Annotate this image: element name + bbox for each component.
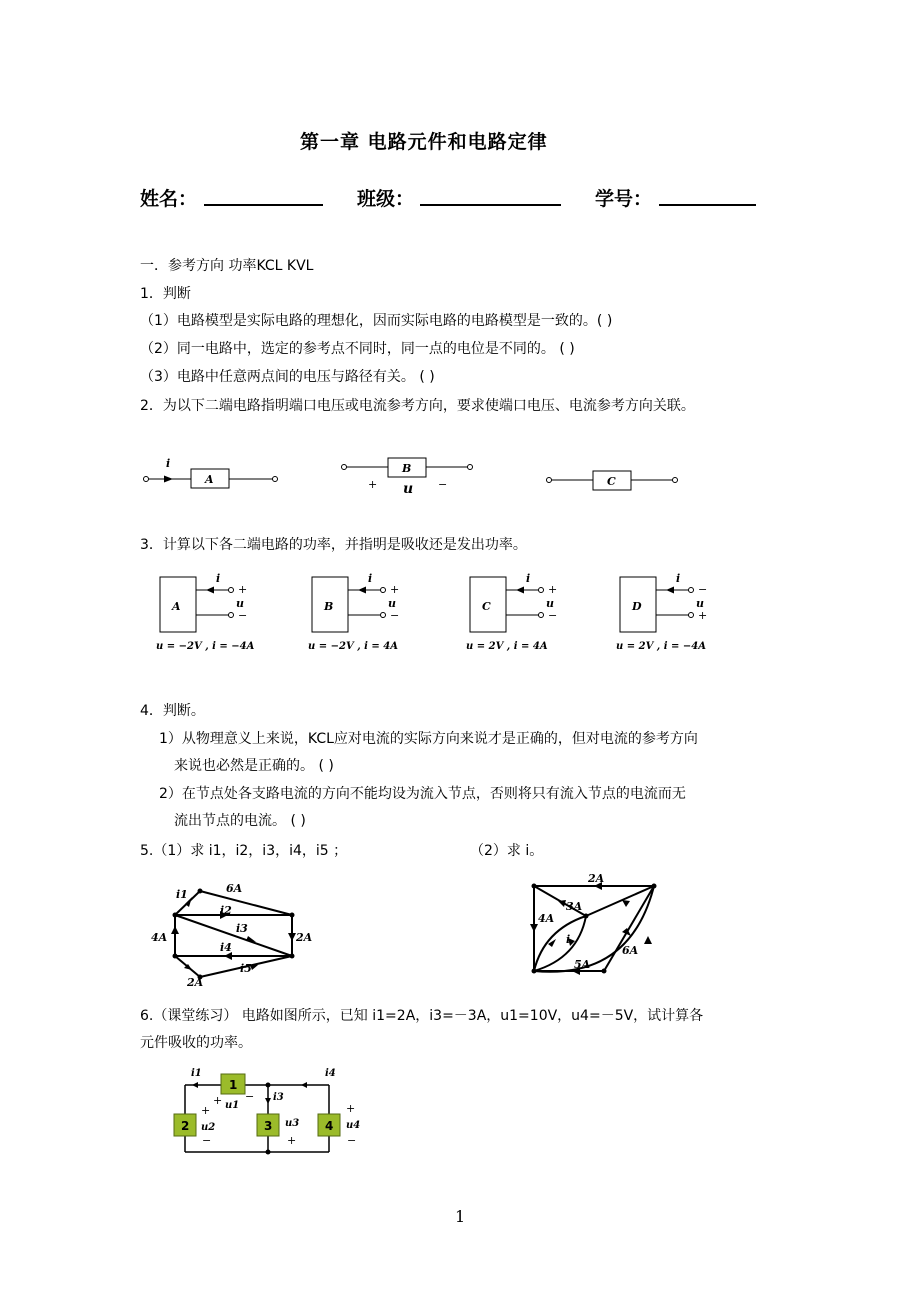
svg-text:+: +: [238, 583, 248, 596]
svg-text:2A: 2A: [588, 872, 605, 885]
svg-text:+: +: [213, 1094, 223, 1107]
svg-text:6A: 6A: [622, 944, 639, 957]
svg-text:u2: u2: [201, 1122, 216, 1133]
question-6-text: 6.（课堂练习） 电路如图所示，已知 i1=2A，i3=－3A，u1=10V，u4=－5V，试计算各: [140, 1008, 704, 1024]
svg-text:i3: i3: [273, 1092, 284, 1103]
q3-circuit: [156, 565, 276, 660]
svg-text:u: u: [546, 597, 554, 610]
svg-text:+: +: [698, 609, 708, 622]
svg-text:3: 3: [264, 1119, 273, 1133]
svg-text:+: +: [346, 1102, 356, 1115]
svg-text:i: i: [676, 572, 681, 585]
svg-text:C: C: [482, 600, 491, 613]
svg-text:5A: 5A: [574, 958, 591, 971]
q5-right-network: [520, 870, 670, 980]
class-label: 班级：: [357, 188, 415, 210]
question-1-label: 1．判断: [140, 286, 191, 302]
q2-circuit-b: [342, 458, 473, 497]
student-id-field[interactable]: [659, 204, 756, 206]
svg-text:1: 1: [229, 1078, 238, 1092]
svg-text:u3: u3: [285, 1118, 300, 1129]
svg-text:i4: i4: [325, 1068, 336, 1079]
question-6-text: 元件吸收的功率。: [140, 1035, 252, 1051]
svg-text:−: −: [438, 478, 448, 491]
question-2-text: 2．为以下二端电路指明端口电压或电流参考方向，要求使端口电压、电流参考方向关联。: [140, 398, 695, 414]
q3-circuit: [616, 565, 736, 660]
svg-text:+: +: [548, 583, 558, 596]
svg-text:u: u: [388, 597, 396, 610]
question-5-right: （2）求 i。: [470, 843, 544, 859]
q5-left-network: [140, 870, 330, 990]
svg-text:u = −2V , i = 4A: u = −2V , i = 4A: [308, 641, 399, 652]
svg-text:+: +: [368, 478, 378, 491]
question-4-item: 2）在节点处各支路电流的方向不能均设为流入节点，否则将只有流入节点的电流而无: [159, 786, 686, 802]
svg-text:i: i: [526, 572, 531, 585]
question-1-item: （1）电路模型是实际电路的理想化，因而实际电路的电路模型是一致的。( ): [140, 313, 613, 329]
svg-text:i4: i4: [220, 941, 232, 954]
svg-text:A: A: [172, 600, 181, 613]
q2-circuit-c: [547, 471, 678, 490]
section-heading: 一．参考方向 功率KCL KVL: [140, 258, 314, 274]
svg-text:u = 2V , i = 4A: u = 2V , i = 4A: [466, 641, 548, 652]
svg-text:−: −: [390, 609, 400, 622]
svg-text:A: A: [205, 473, 214, 486]
question-4-item: 1）从物理意义上来说，KCL应对电流的实际方向来说才是正确的，但对电流的参考方向: [159, 731, 698, 747]
student-id-label: 学号：: [595, 188, 653, 210]
question-1-item: （3）电路中任意两点间的电压与路径有关。 ( ): [140, 369, 435, 385]
svg-text:i3: i3: [236, 922, 248, 935]
q6-circuit: [165, 1062, 375, 1162]
question-4-label: 4．判断。: [140, 703, 205, 719]
name-field[interactable]: [204, 204, 323, 206]
svg-text:D: D: [632, 600, 642, 613]
page-number: 1: [455, 1207, 466, 1226]
name-label: 姓名：: [140, 188, 198, 210]
svg-text:2: 2: [181, 1119, 190, 1133]
question-1-item: （2）同一电路中，选定的参考点不同时，同一点的电位是不同的。 ( ): [140, 341, 575, 357]
question-3-text: 3．计算以下各二端电路的功率，并指明是吸收还是发出功率。: [140, 537, 527, 553]
svg-text:i: i: [166, 457, 171, 470]
question-4-item: 流出节点的电流。 ( ): [174, 813, 306, 829]
svg-text:+: +: [201, 1104, 211, 1117]
q3-circuit: [466, 565, 586, 660]
question-5-left: 5.（1）求 i1，i2，i3，i4，i5 ；: [140, 843, 348, 859]
svg-text:6A: 6A: [226, 882, 243, 895]
svg-text:−: −: [548, 609, 558, 622]
svg-text:−: −: [245, 1090, 255, 1103]
page-title: 第一章 电路元件和电路定律: [300, 131, 548, 153]
svg-text:i1: i1: [191, 1068, 202, 1079]
svg-text:i1: i1: [176, 888, 188, 901]
svg-text:B: B: [324, 600, 334, 613]
svg-text:u: u: [236, 597, 244, 610]
svg-text:u: u: [696, 597, 704, 610]
svg-text:i: i: [216, 572, 221, 585]
svg-text:−: −: [698, 583, 708, 596]
svg-text:i: i: [566, 933, 571, 946]
svg-text:i: i: [368, 572, 373, 585]
class-field[interactable]: [420, 204, 561, 206]
svg-text:C: C: [607, 475, 616, 488]
svg-text:4: 4: [325, 1119, 334, 1133]
q2-circuit-a: [144, 457, 278, 488]
svg-text:i5: i5: [240, 962, 252, 975]
svg-text:4A: 4A: [538, 912, 555, 925]
question-4-item: 来说也必然是正确的。 ( ): [174, 758, 334, 774]
svg-text:+: +: [287, 1134, 297, 1147]
q2-diagrams: [130, 445, 710, 505]
svg-text:+: +: [390, 583, 400, 596]
svg-text:−: −: [347, 1134, 357, 1147]
svg-text:−: −: [202, 1134, 212, 1147]
svg-text:2A: 2A: [187, 976, 204, 989]
q3-circuit: [308, 565, 428, 660]
svg-text:i2: i2: [220, 904, 232, 917]
svg-text:−: −: [238, 609, 248, 622]
svg-text:u4: u4: [346, 1120, 361, 1131]
svg-text:2A: 2A: [296, 931, 313, 944]
svg-text:u = −2V , i = −4A: u = −2V , i = −4A: [156, 641, 255, 652]
svg-text:4A: 4A: [151, 931, 168, 944]
svg-text:B: B: [402, 462, 412, 475]
svg-text:u: u: [403, 481, 414, 497]
svg-text:u1: u1: [225, 1100, 240, 1111]
svg-text:u = 2V , i = −4A: u = 2V , i = −4A: [616, 641, 707, 652]
svg-text:3A: 3A: [566, 900, 583, 913]
